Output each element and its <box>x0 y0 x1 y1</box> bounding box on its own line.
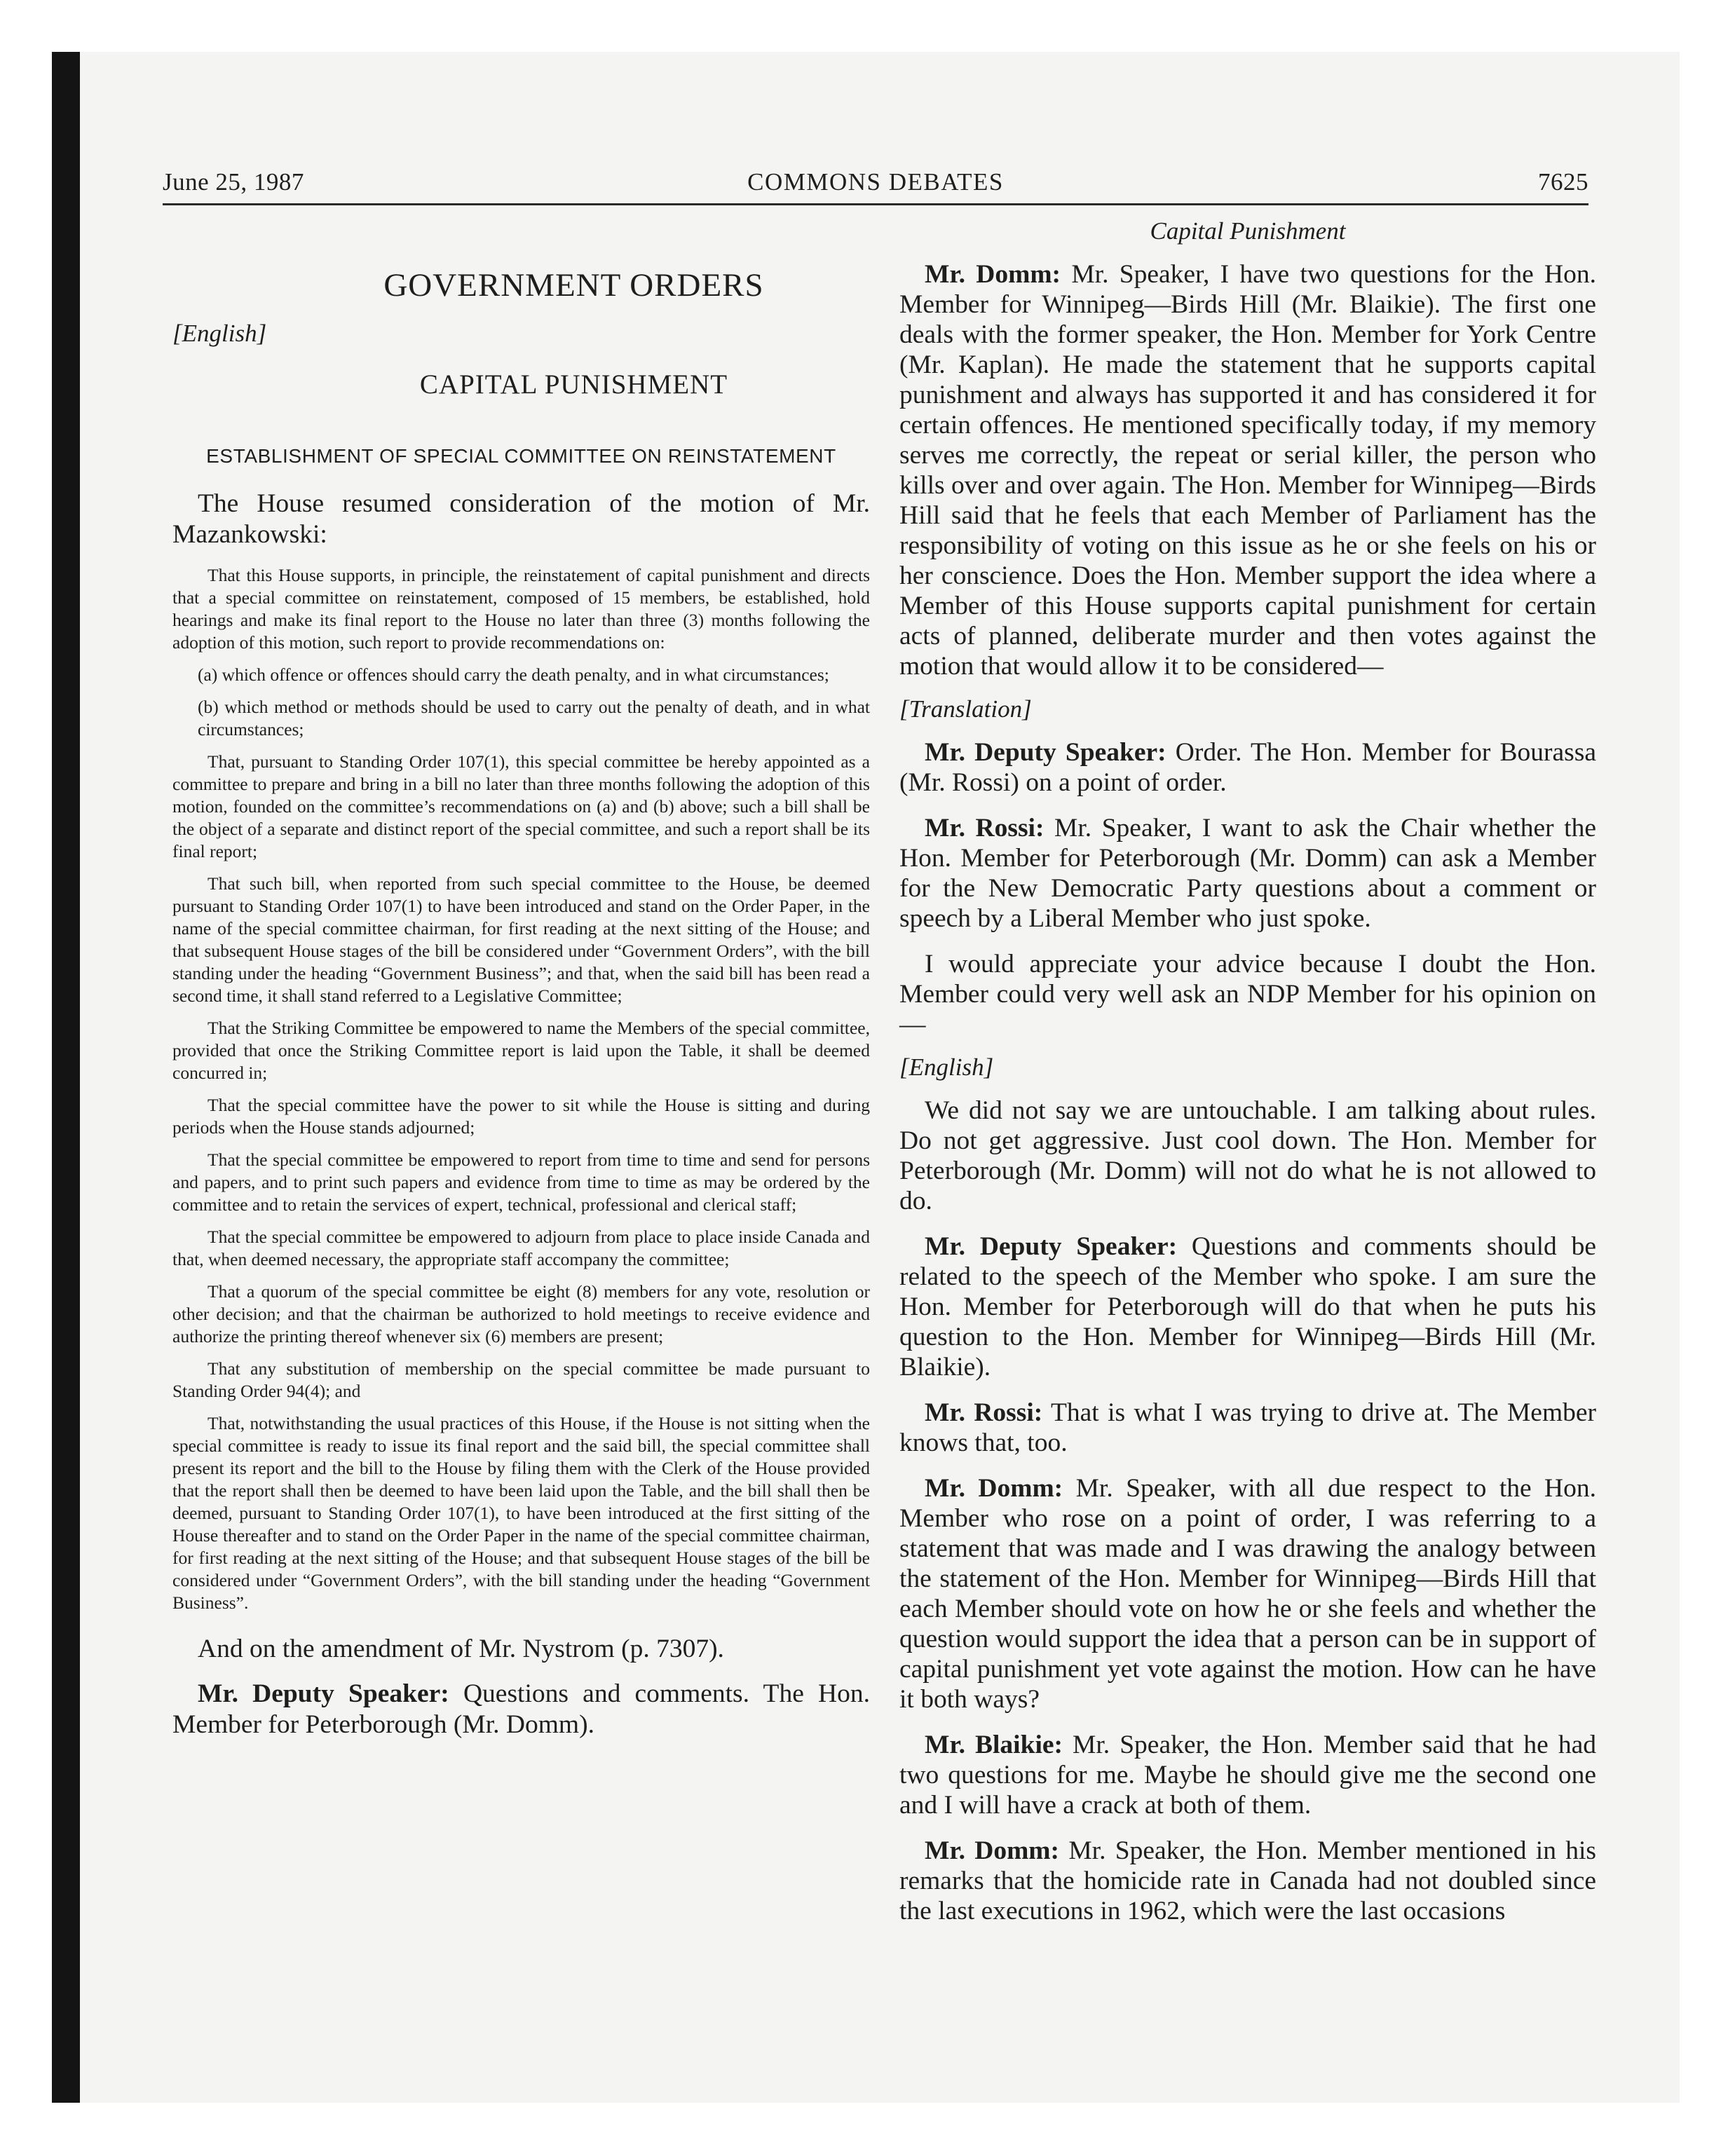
speech-paragraph <box>899 1473 1596 1714</box>
motion-paragraph: That a quorum of the special committee be eight (8) members for any vote, resolution or other decision; and that the chairman be authorized to hold meetings to receive evidence and authorize the printing thereof whenever six (6) members are present; <box>172 1281 870 1346</box>
language-tag: [English] <box>172 320 267 347</box>
motion-paragraph: That such bill, when reported from such special committee to the House, be deemed pursuant to Standing Order 107(1) to have been introduced and stand on the Order Paper, in the name of the special committee chairman, for first reading at the next sitting of the House; and that subsequent House stages of the bill be considered under “Government Orders”, with the bill standing under the heading “Government Business”; and that, when the said bill has been read a second time, it shall stand referred to a Legislative Committee; <box>172 873 870 1006</box>
language-tag: [English] <box>899 1053 994 1081</box>
motion-paragraph: That, pursuant to Standing Order 107(1), this special committee be hereby appointed as a committee to prepare and bring in a bill no later than three months following the adoption of this motion, founded on the committee’s recommendations on (a) and (b) above; such a bill shall be the object of a separate and distinct report of the special committee, and such a report shall be its final report; <box>172 751 870 861</box>
speaker-name: Mr. Domm: <box>925 260 1061 289</box>
speech-text: Mr. Speaker, I want to ask the Chair whether the Hon. Member for Peterborough (Mr. Domm) can ask a Member for the New Democratic Party questions about a comment or speech by a Liberal Member who just spoke. <box>899 814 1596 933</box>
speaker-name: Mr. Deputy Speaker: <box>925 738 1166 767</box>
speaker-name: Mr. Deputy Speaker: <box>925 1232 1178 1261</box>
motion-item-b: (b) which method or methods should be used to carry out the penalty of death, and in what circumstances; <box>198 697 870 739</box>
speech-paragraph <box>899 1836 1596 1926</box>
speech-paragraph <box>899 1398 1596 1458</box>
speaker-name: Mr. Rossi: <box>925 1398 1043 1427</box>
section-heading: GOVERNMENT ORDERS <box>383 267 764 303</box>
speech-text: Questions and comments should be related to the speech of the Member who spoke. I am sure the Hon. Member for Peterborough will do that when he puts his question to the Hon. Member for Winnipeg—Birds Hill (Mr. Blaikie). <box>899 1232 1596 1381</box>
motion-paragraph: That the special committee be empowered to adjourn from place to place inside Canada and that, when deemed necessary, the appropriate staff accompany the committee; <box>172 1227 870 1269</box>
speech-text: Questions and comments. The Hon. Member for Peterborough (Mr. Domm). <box>172 1679 870 1739</box>
speech-paragraph <box>172 1679 870 1740</box>
speaker-name: Mr. Domm: <box>925 1836 1060 1865</box>
page-header <box>163 168 1588 205</box>
header-date: June 25, 1987 <box>163 168 304 196</box>
speech-text: Mr. Speaker, the Hon. Member mentioned in his remarks that the homicide rate in Canada had not doubled since the last executions in 1962, which were the last occasions <box>899 1836 1596 1925</box>
motion-paragraph: That this House supports, in principle, the reinstatement of capital punishment and directs that a special committee on reinstatement, composed of 15 members, be established, hold hearings and make its final report to the House no later than three (3) months following the adoption of this motion, such report to provide recommendations on: <box>172 565 870 653</box>
motion-paragraph: That the special committee have the power to sit while the House is sitting and during periods when the House stands adjourned; <box>172 1095 870 1138</box>
motion-intro: The House resumed consideration of the motion of Mr. Mazankowski: <box>172 489 870 549</box>
speaker-name: Mr. Blaikie: <box>925 1731 1063 1759</box>
speech-paragraph <box>899 737 1596 798</box>
speech-text: Order. The Hon. Member for Bourassa (Mr. Rossi) on a point of order. <box>899 738 1597 797</box>
topic-heading: CAPITAL PUNISHMENT <box>419 369 728 400</box>
right-column <box>899 217 1596 1926</box>
language-tag: [Translation] <box>899 695 1032 723</box>
running-title: Capital Punishment <box>1150 217 1346 245</box>
speech-paragraph: We did not say we are untouchable. I am talking about rules. Do not get aggressive. Just cool down. The Hon. Member for Peterborough (Mr. Domm) will not do what he is not allowed to do. <box>899 1096 1596 1215</box>
speaker-name: Mr. Rossi: <box>925 814 1045 842</box>
speech-text: Mr. Speaker, with all due respect to the Hon. Member who rose on a point of order, I was referring to a statement that was made and I was drawing the analogy between the statement of the Hon. Member for Winnipeg—Birds Hill that each Member should vote on how he or she feels and whether the question would support the idea that a person can be in support of capital punishment yet vote against the motion. How can he have it both ways? <box>899 1474 1596 1714</box>
speaker-name: Mr. Domm: <box>925 1474 1063 1503</box>
amendment-note: And on the amendment of Mr. Nystrom (p. 7307). <box>198 1635 724 1663</box>
speech-paragraph <box>899 813 1596 934</box>
speaker-name: Mr. Deputy Speaker: <box>198 1679 449 1708</box>
motion-paragraph: That, notwithstanding the usual practices of this House, if the House is not sitting when the special committee is ready to issue its final report and the said bill, the special committee shall present its report and the bill to the House by filing them with the Clerk of the House provided that the report shall then be deemed to have been laid upon the Table, and the bill shall then be deemed, pursuant to Standing Order 107(1), to have been introduced at the first sitting of the House thereafter and to stand on the Order Paper in the name of the special committee chairman, for first reading at the next sitting of the House; and that subsequent House stages of the bill be considered under “Government Orders”, with the bill standing under the heading “Government Business”. <box>172 1413 870 1613</box>
header-publication: COMMONS DEBATES <box>747 168 1004 196</box>
speech-paragraph: I would appreciate your advice because I doubt the Hon. Member could very well ask an NDP Member for his opinion on— <box>899 950 1596 1039</box>
motion-paragraph: That the special committee be empowered to report from time to time and send for persons and papers, and to print such papers and evidence from time to time as may be ordered by the committee and to retain the services of expert, technical, professional and clerical staff; <box>172 1149 870 1215</box>
speech-text: That is what I was trying to drive at. The Member knows that, too. <box>899 1398 1596 1457</box>
speech-paragraph <box>899 1231 1596 1382</box>
speech-text: Mr. Speaker, I have two questions for the Hon. Member for Winnipeg—Birds Hill (Mr. Blaikie). The first one deals with the former speaker, the Hon. Member for York Centre (Mr. Kaplan). He made the statement that he supports capital punishment and always has supported it and has considered it for certain offences. He mentioned specifically today, if my memory serves me correctly, the repeat or serial killer, the person who kills over and over again. The Hon. Member for Winnipeg—Birds Hill said that he feels that each Member of Parliament has the responsibility of voting on this issue as he or she feels on his or her conscience. Does the Hon. Member support the idea where a Member of this House supports capital punishment for certain acts of planned, deliberate murder and then votes against the motion that would allow it to be considered— <box>899 260 1596 681</box>
scan-edge-bar <box>52 52 80 2103</box>
speech-paragraph <box>899 1730 1596 1820</box>
sub-heading: ESTABLISHMENT OF SPECIAL COMMITTEE ON REINSTATEMENT <box>206 445 836 467</box>
motion-item-a: (a) which offence or offences should carry the death penalty, and in what circumstances; <box>198 664 829 685</box>
speech-paragraph <box>899 259 1596 681</box>
motion-paragraph: That any substitution of membership on the special committee be made pursuant to Standing Order 94(4); and <box>172 1358 870 1401</box>
speech-text: Mr. Speaker, the Hon. Member said that he had two questions for me. Maybe he should give me the second one and I will have a crack at both of them. <box>899 1731 1596 1820</box>
motion-paragraph: That the Striking Committee be empowered to name the Members of the special committee, provided that once the Striking Committee report is laid upon the Table, it shall be deemed concurred in; <box>172 1018 870 1083</box>
left-column <box>172 266 870 1740</box>
header-page-number: 7625 <box>1538 168 1588 196</box>
